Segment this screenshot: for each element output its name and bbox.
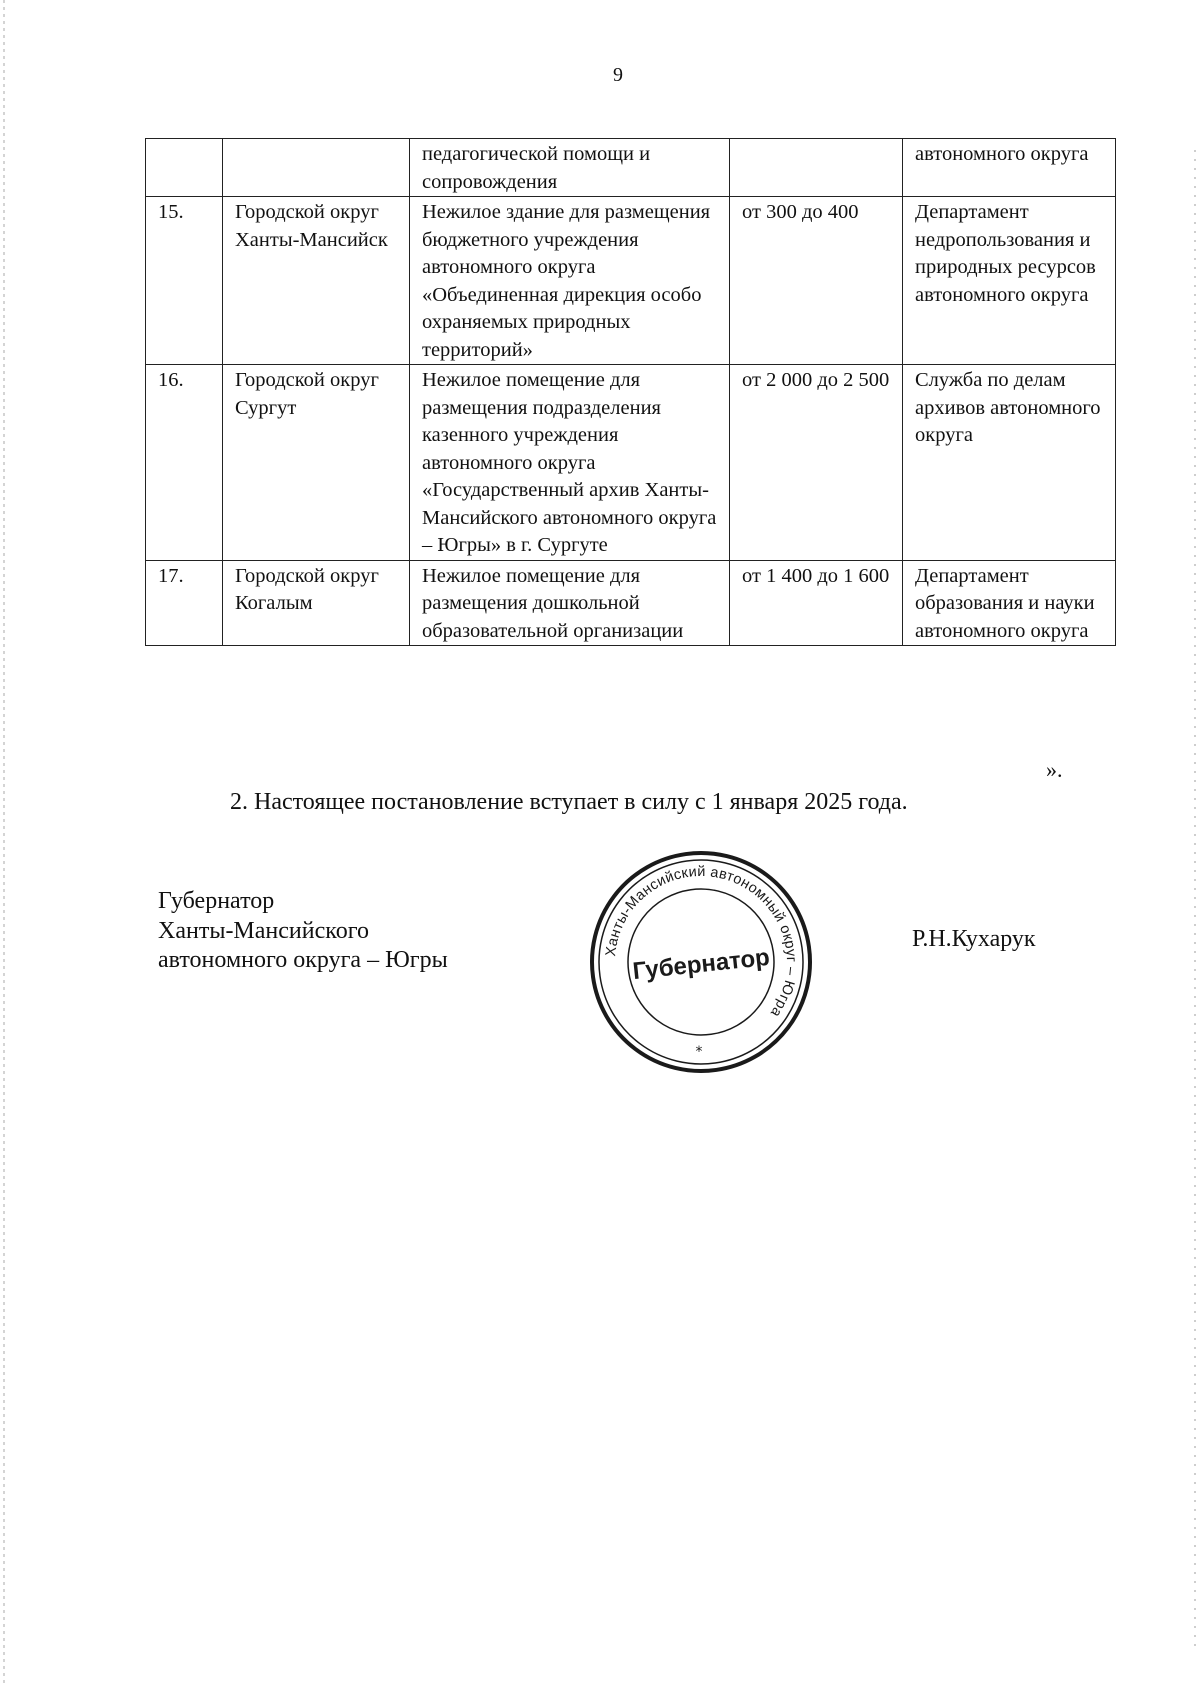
closing-quote: ». [1046,757,1063,782]
cell-area: от 2 000 до 2 500 [730,365,903,561]
cell-area: от 300 до 400 [730,197,903,365]
cell-municipality: Городской округ Сургут [223,365,410,561]
cell-municipality [223,139,410,197]
cell-object: Нежилое помещение для размещения дошкольной образовательной организации [410,560,730,646]
signatory-title [158,887,448,976]
scan-edge-left [3,0,5,1686]
cell-department: Служба по делам архивов автономного округа [903,365,1116,561]
seal-ring-text: Ханты-Мансийский автономный округ – Югра [603,863,800,1020]
cell-department: автономного округа [903,139,1116,197]
cell-object: Нежилое здание для размещения бюджетного учреждения автономного округа «Объединенная дирекция особо охраняемых природных территорий» [410,197,730,365]
table-row [146,560,1116,646]
page-number: 9 [613,64,623,86]
cell-area [730,139,903,197]
signer-name: Р.Н.Кухарук [912,926,1036,952]
cell-number [146,139,223,197]
cell-municipality: Городской округ Ханты-Мансийск [223,197,410,365]
cell-municipality: Городской округ Когалым [223,560,410,646]
official-seal [586,847,816,1077]
cell-number: 16. [146,365,223,561]
cell-object: педагогической помощи и сопровождения [410,139,730,197]
table-row [146,365,1116,561]
cell-department: Департамент образования и науки автономного округа [903,560,1116,646]
signatory-title-line: автономного округа – Югры [158,947,448,973]
table-row [146,139,1116,197]
signatory-title-line: Губернатор [158,888,275,914]
table-row [146,197,1116,365]
cell-department: Департамент недропользования и природных ресурсов автономного округа [903,197,1116,365]
cell-number: 17. [146,560,223,646]
scan-edge-right [1194,150,1196,1650]
seal-center-text: Губернатор [631,943,772,986]
objects-table [145,138,1116,646]
cell-area: от 1 400 до 1 600 [730,560,903,646]
decree-item: 2. Настоящее постановление вступает в силу с 1 января 2025 года. [230,789,908,815]
cell-number: 15. [146,197,223,365]
cell-object: Нежилое помещение для размещения подразделения казенного учреждения автономного округа «Государственный архив Ханты-Мансийского автономного округа – Югры» в г. Сургуте [410,365,730,561]
signatory-title-line: Ханты-Мансийского [158,917,369,944]
seal-star: * [695,1044,703,1060]
